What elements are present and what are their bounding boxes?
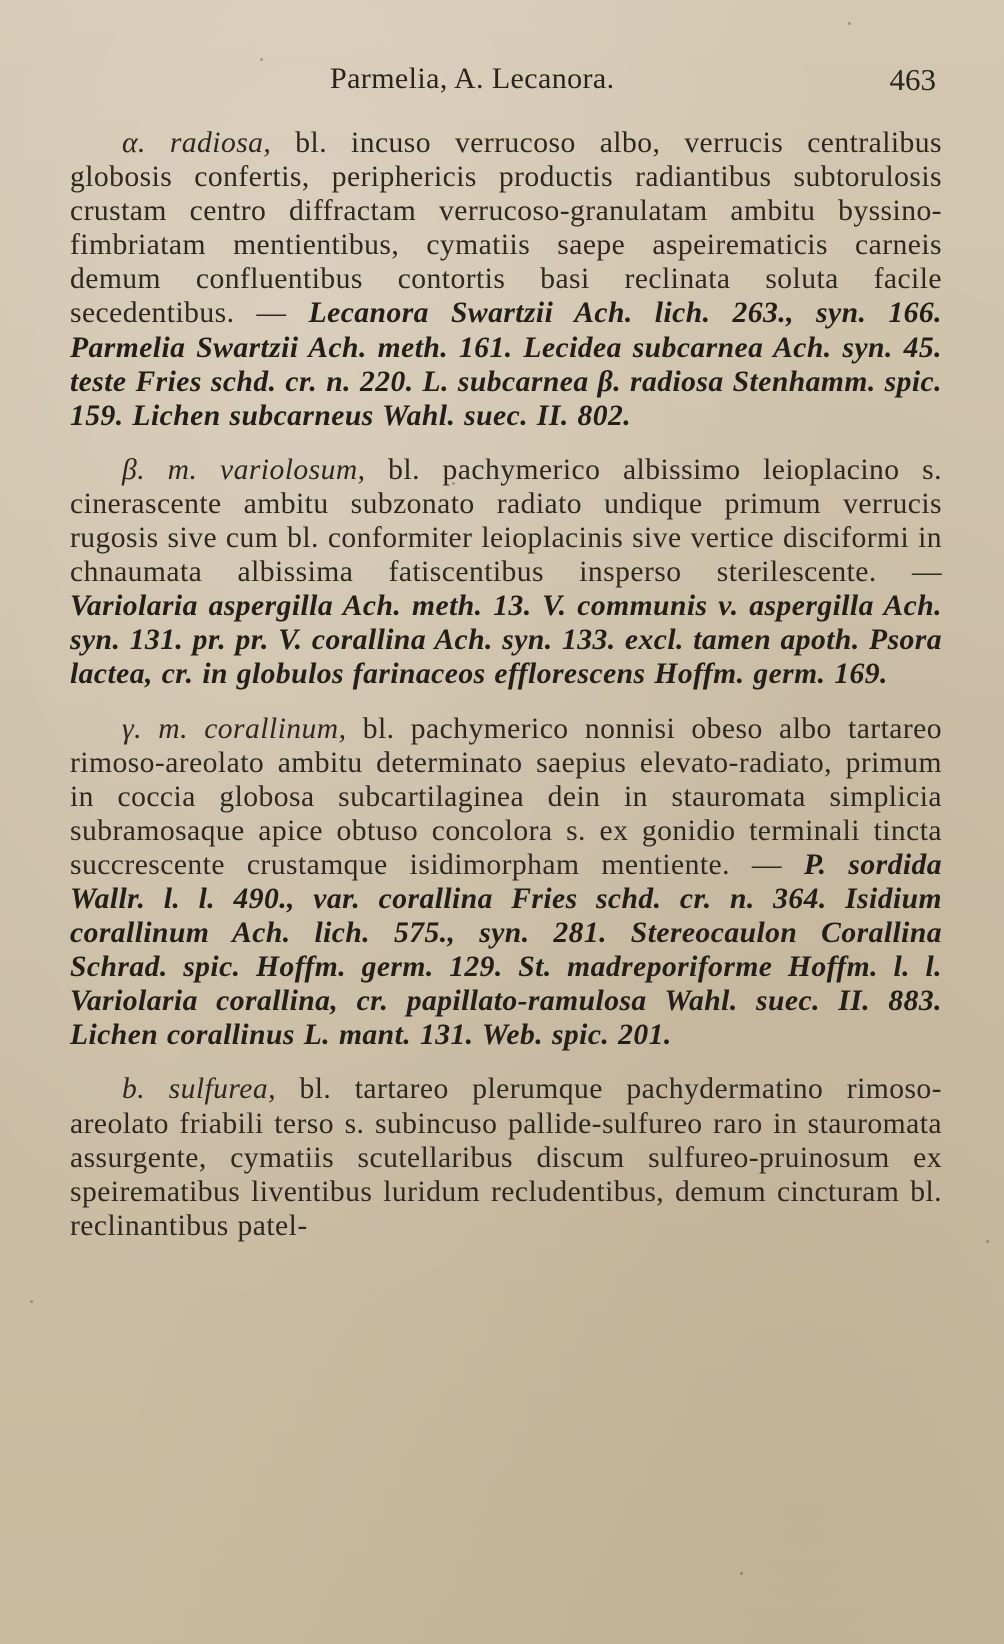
paper-speck <box>740 1572 743 1575</box>
text-block <box>70 126 942 1243</box>
description-text: bl. incuso verrucoso albo, verrucis centralibus globosis confertis, periphericis productis radiantibus subtorulosis crustam centro diffractam verrucoso-granulatam ambitu byssino-fimbriatam mentientibus, cymatiis saepe aspeirematicis carneis demum confluentibus contortis basi reclinata soluta facile secedentibus. — <box>70 127 943 330</box>
variety-label: b. sulfurea, <box>122 1073 276 1106</box>
paragraph-gamma-corallinum <box>70 712 942 1053</box>
description-text: bl. pachymerico nonnisi obeso albo tartareo rimoso-areolato ambitu determinato saepius elevato-radiato, primum in coccia globosa subcartilaginea dein in stauromata simplicia subramosaque apice obtuso concolora s. ex gonidio terminali tincta succrescente crustamque isidimorpham mentiente. — <box>70 712 942 881</box>
citation-text: Variolaria aspergilla Ach. meth. 13. V. communis v. aspergilla Ach. syn. 131. pr. pr. V. corallina Ach. syn. 133. excl. tamen apoth. Psora lactea, cr. in globulos farinaceos efflorescens Hoffm. germ. 169. <box>70 590 942 691</box>
paragraph-b-sulfurea <box>70 1072 942 1242</box>
paper-speck <box>986 1240 989 1243</box>
variety-label: α. radiosa, <box>122 127 272 159</box>
page-header <box>70 54 942 106</box>
paper-speck <box>452 482 455 485</box>
paper-speck <box>848 22 851 25</box>
description-text: bl. tartareo plerumque pachydermatino rimoso-areolato friabili terso s. subincuso pallide-sulfureo raro in stauromata assurgente, cymatiis scutellaribus discum sulfureo-pruinosum ex speirematibus liventibus luridum recludentibus, demum cincturam bl. reclinantibus patel- <box>70 1073 942 1242</box>
variety-label: β. m. variolosum, <box>122 453 366 486</box>
description-text: bl. pachymerico albissimo leioplacino s. cinerascente ambitu subzonato radiato undique primum verrucis rugosis sive cum bl. conformiter leioplacinis sive vertice disciformi in chnaumata albissima fatiscentibus insperso sterilescente. — <box>70 453 942 589</box>
page-number: 463 <box>889 62 936 97</box>
paragraph-beta-variolosum <box>70 453 942 692</box>
citation-text: Lecanora Swartzii Ach. lich. 263., syn. 166. Parmelia Swartzii Ach. meth. 161. Lecidea subcarnea Ach. syn. 45. teste Fries schd. cr. n. 220. L. subcarnea β. radiosa Stenhamm. spic. 159. Lichen subcarneus Wahl. suec. II. 802. <box>70 297 942 432</box>
running-title: Parmelia, A. Lecanora. <box>330 62 615 95</box>
paper-speck <box>30 1300 33 1303</box>
citation-text: P. sordida Wallr. l. l. 490., var. corallina Fries schd. cr. n. 364. Isidium corallinum Ach. lich. 575., syn. 281. Stereocaulon Corallina Schrad. spic. Hoffm. germ. 129. St. madreporiforme Hoffm. l. l. Variolaria corallina, cr. papillato-ramulosa Wahl. suec. II. 883. Lichen corallinus L. mant. 131. Web. spic. 201. <box>70 848 942 1052</box>
paragraph-alpha-radiosa <box>70 126 942 433</box>
variety-label: γ. m. corallinum, <box>122 712 347 745</box>
